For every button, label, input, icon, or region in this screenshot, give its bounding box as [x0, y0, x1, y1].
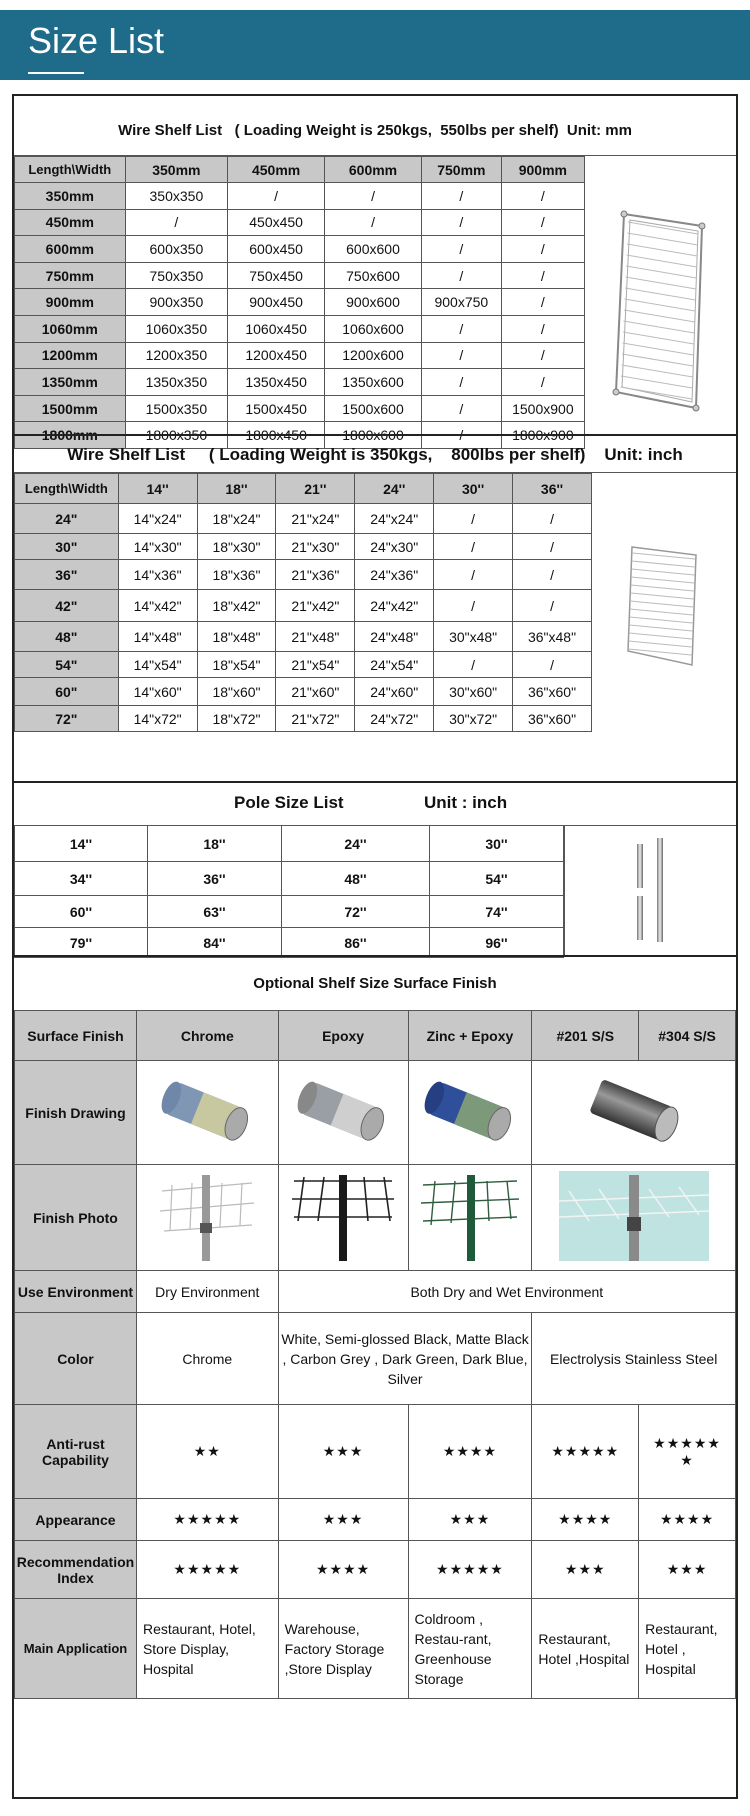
- pole-table: [14, 825, 564, 958]
- wire-mm-row-header: 1350mm: [15, 369, 126, 396]
- pole-row: [15, 896, 564, 928]
- wire-inch-cell: /: [434, 504, 513, 534]
- pole-cell: 54'': [429, 862, 563, 896]
- finish-photo-label: Finish Photo: [15, 1165, 137, 1271]
- wire-mm-row: [15, 369, 585, 396]
- wire-mm-row-header: 1200mm: [15, 342, 126, 369]
- star-rating: ★★★★★★: [639, 1405, 736, 1499]
- wire-inch-row: [15, 706, 592, 732]
- wire-inch-cell: 21"x72": [276, 706, 355, 732]
- chrome-tube-drawing: [157, 1071, 257, 1151]
- wire-mm-row-header: 1060mm: [15, 315, 126, 342]
- wire-inch-row-header: 24": [15, 504, 119, 534]
- wire-inch-row: [15, 652, 592, 678]
- wire-mm-cell: /: [421, 236, 501, 263]
- wire-mm-cell: /: [325, 209, 422, 236]
- finish-appearance-label: Appearance: [15, 1499, 137, 1541]
- wire-inch-cell: 18"x24": [197, 504, 276, 534]
- wire-mm-cell: 1060x450: [228, 315, 325, 342]
- wire-inch-header-row: [15, 474, 592, 504]
- pole-cell: 84'': [147, 928, 281, 958]
- zinc-drawing: [408, 1061, 532, 1165]
- shelf-wire: [629, 641, 692, 647]
- wire-mm-cell: /: [501, 342, 584, 369]
- finish-header-row: [15, 1011, 736, 1061]
- wire-inch-cell: 24"x48": [355, 622, 434, 652]
- finish-header-cell: Zinc + Epoxy: [408, 1011, 532, 1061]
- wire-mm-cell: 900x750: [421, 289, 501, 316]
- wire-inch-cell: 21"x54": [276, 652, 355, 678]
- wire-mm-cell: 600x350: [125, 236, 228, 263]
- wire-inch-cell: /: [434, 560, 513, 590]
- star-rating: ★★★★: [532, 1499, 639, 1541]
- wire-inch-col-header: 21'': [276, 474, 355, 504]
- wire-inch-cell: 14"x54": [118, 652, 197, 678]
- shelf-wire: [632, 561, 695, 567]
- finish-header-cell: Chrome: [136, 1011, 278, 1061]
- wire-mm-cell: /: [421, 315, 501, 342]
- pole-cell: 63'': [147, 896, 281, 928]
- wire-mm-row: [15, 262, 585, 289]
- wire-inch-cell: 18"x54": [197, 652, 276, 678]
- pole-image: [564, 825, 736, 955]
- wire-inch-col-header: 14'': [118, 474, 197, 504]
- wire-mm-row-header: 900mm: [15, 289, 126, 316]
- pole-cell: 48'': [281, 862, 429, 896]
- wire-inch-cell: 24"x24": [355, 504, 434, 534]
- wire-inch-row: [15, 590, 592, 622]
- wire-shelf-image-small: [624, 541, 704, 671]
- wire-mm-row-header: 750mm: [15, 262, 126, 289]
- wire-mm-cell: /: [421, 395, 501, 422]
- wire-inch-cell: 14"x48": [118, 622, 197, 652]
- wire-mm-row-header: 600mm: [15, 236, 126, 263]
- shelf-wire: [631, 585, 694, 591]
- ss-color: Electrolysis Stainless Steel: [532, 1313, 736, 1405]
- wire-inch-cell: 24"x72": [355, 706, 434, 732]
- wire-inch-row: [15, 560, 592, 590]
- wire-inch-cell: 24"x42": [355, 590, 434, 622]
- pole-cell: 24'': [281, 826, 429, 862]
- pole-caption: Pole Size List: [234, 793, 344, 812]
- chrome-photo: [136, 1165, 278, 1271]
- wire-mm-row-header: 350mm: [15, 183, 126, 210]
- wire-inch-cell: 18"x72": [197, 706, 276, 732]
- wire-mm-cell: 900x350: [125, 289, 228, 316]
- finish-env-row: [15, 1271, 736, 1313]
- wire-inch-col-header: 18'': [197, 474, 276, 504]
- wire-mm-cell: /: [125, 209, 228, 236]
- wire-mm-cell: 1060x350: [125, 315, 228, 342]
- epoxy-tube-drawing: [293, 1071, 393, 1151]
- finish-recommend-label: Recommendation Index: [15, 1541, 137, 1599]
- wire-mm-cell: 750x600: [325, 262, 422, 289]
- divider: [14, 955, 736, 957]
- chrome-color: Chrome: [136, 1313, 278, 1405]
- wire-inch-cell: /: [513, 534, 592, 560]
- star-rating: ★★★★★: [532, 1405, 639, 1499]
- wire-inch-caption: Wire Shelf List ( Loading Weight is 350kgs, 800lbs per shelf) Unit: inch: [67, 445, 683, 464]
- wire-mm-row: [15, 342, 585, 369]
- finish-application-label: Main Application: [15, 1599, 137, 1699]
- pole-row: [15, 862, 564, 896]
- epoxy-drawing: [278, 1061, 408, 1165]
- wire-inch-cell: 36"x48": [513, 622, 592, 652]
- shelf-wire: [630, 601, 693, 607]
- wire-mm-cell: 1060x600: [325, 315, 422, 342]
- shelf-wire: [626, 277, 697, 289]
- star-rating: ★★★: [639, 1541, 736, 1599]
- wire-mm-cell: 450x450: [228, 209, 325, 236]
- pole-cell: 30'': [429, 826, 563, 862]
- wire-mm-row-header: 450mm: [15, 209, 126, 236]
- ss-photo: [532, 1165, 736, 1271]
- wire-inch-table: [14, 473, 592, 732]
- wire-inch-cell: 21"x30": [276, 534, 355, 560]
- wire-inch-cell: 21"x48": [276, 622, 355, 652]
- wire-inch-cell: 14"x60": [118, 678, 197, 706]
- wire-inch-cell: 18"x60": [197, 678, 276, 706]
- wire-inch-col-header: 30'': [434, 474, 513, 504]
- star-rating: ★★★: [532, 1541, 639, 1599]
- wire-inch-cell: 24"x60": [355, 678, 434, 706]
- shelf-wire: [624, 321, 695, 333]
- wire-inch-row: [15, 622, 592, 652]
- ss-drawing: [532, 1061, 736, 1165]
- wire-inch-row-header: 48": [15, 622, 119, 652]
- wire-inch-cell: /: [434, 652, 513, 678]
- wire-mm-col-header: 750mm: [421, 157, 501, 183]
- chrome-shelf-photo: [152, 1171, 262, 1261]
- chrome-env: Dry Environment: [136, 1271, 278, 1313]
- wire-inch-row-header: 42": [15, 590, 119, 622]
- wire-mm-cell: 1350x600: [325, 369, 422, 396]
- star-rating: ★★★★★: [408, 1541, 532, 1599]
- wire-inch-cell: 30"x60": [434, 678, 513, 706]
- finish-appearance-row: [15, 1499, 736, 1541]
- wire-mm-cell: 900x450: [228, 289, 325, 316]
- star-rating: ★★★★: [408, 1405, 532, 1499]
- epoxy-photo: [278, 1165, 408, 1271]
- others-env: Both Dry and Wet Environment: [278, 1271, 735, 1313]
- wire-inch-cell: 30"x48": [434, 622, 513, 652]
- wire-inch-cell: /: [513, 652, 592, 678]
- wire-inch-cell: 18"x48": [197, 622, 276, 652]
- wire-inch-cell: 21"x36": [276, 560, 355, 590]
- shelf-wire: [631, 577, 694, 583]
- shelf-wire: [629, 625, 692, 631]
- wire-mm-cell: /: [501, 289, 584, 316]
- wire-inch-row-header: 36": [15, 560, 119, 590]
- wire-inch-cell: 18"x30": [197, 534, 276, 560]
- wire-mm-cell: 1500x450: [228, 395, 325, 422]
- finish-drawing-row: [15, 1061, 736, 1165]
- wire-inch-cell: 21"x42": [276, 590, 355, 622]
- finish-env-label: Use Environment: [15, 1271, 137, 1313]
- wire-mm-cell: 1500x350: [125, 395, 228, 422]
- wire-mm-cell: /: [421, 369, 501, 396]
- wire-inch-cell: 24"x36": [355, 560, 434, 590]
- finish-antirust-label: Anti-rust Capability: [15, 1405, 137, 1499]
- wire-inch-cell: 14"x24": [118, 504, 197, 534]
- zinc-shelf-photo: [415, 1171, 525, 1261]
- wire-mm-cell: 1200x350: [125, 342, 228, 369]
- wire-mm-cell: 600x450: [228, 236, 325, 263]
- wire-shelf-drawing: [604, 206, 716, 416]
- shelf-wire: [630, 617, 693, 623]
- star-rating: ★★★: [278, 1405, 408, 1499]
- wire-mm-cell: 1200x450: [228, 342, 325, 369]
- pole-cell: 34'': [15, 862, 148, 896]
- wire-inch-cell: /: [513, 560, 592, 590]
- finish-application-row: [15, 1599, 736, 1699]
- shelf-wire: [626, 266, 696, 278]
- wire-inch-cell: 36"x60": [513, 706, 592, 732]
- wire-mm-row: [15, 236, 585, 263]
- pole-cell: 36'': [147, 862, 281, 896]
- wire-inch-cell: 24"x54": [355, 652, 434, 678]
- zinc-photo: [408, 1165, 532, 1271]
- wire-inch-col-header: 24'': [355, 474, 434, 504]
- pole-caption-row: [14, 783, 736, 823]
- shelf-wire: [627, 244, 697, 256]
- pole-cell: 18'': [147, 826, 281, 862]
- page-title: Size List: [28, 20, 165, 61]
- finish-header-cell: #201 S/S: [532, 1011, 639, 1061]
- wire-mm-cell: /: [501, 209, 584, 236]
- star-rating: ★★★★: [278, 1541, 408, 1599]
- wire-inch-cell: /: [513, 590, 592, 622]
- wire-mm-row: [15, 209, 585, 236]
- pole-cell: 60'': [15, 896, 148, 928]
- shelf-wire: [627, 255, 697, 267]
- shelf-wire: [631, 593, 694, 599]
- size-list-frame: [12, 94, 738, 1799]
- shelf-wire: [622, 354, 693, 366]
- wire-mm-cell: 750x450: [228, 262, 325, 289]
- wire-mm-cell: /: [501, 262, 584, 289]
- finish-color-row: [15, 1313, 736, 1405]
- epoxy-shelf-photo: [288, 1171, 398, 1261]
- wire-inch-cell: /: [513, 504, 592, 534]
- chrome-drawing: [136, 1061, 278, 1165]
- wire-mm-cell: 600x600: [325, 236, 422, 263]
- wire-mm-cell: /: [421, 183, 501, 210]
- pole-cell: 79'': [15, 928, 148, 958]
- wire-inch-cell: 14"x72": [118, 706, 197, 732]
- ss-shelf-photo: [559, 1171, 709, 1261]
- wire-mm-cell: /: [421, 262, 501, 289]
- wire-mm-row: [15, 183, 585, 210]
- shelf-wire: [623, 332, 694, 344]
- wire-inch-cell: 36"x60": [513, 678, 592, 706]
- title-underline: [28, 72, 84, 74]
- wire-mm-cell: /: [325, 183, 422, 210]
- wire-inch-cell: 18"x42": [197, 590, 276, 622]
- application-text: Restaurant, Hotel , Hospital: [639, 1599, 736, 1699]
- wire-mm-col-header: 900mm: [501, 157, 584, 183]
- wire-inch-row: [15, 504, 592, 534]
- star-rating: ★★: [136, 1405, 278, 1499]
- wire-mm-cell: 1350x350: [125, 369, 228, 396]
- wire-mm-cell: 1200x600: [325, 342, 422, 369]
- wire-inch-row-header: 72": [15, 706, 119, 732]
- pole-cell: 72'': [281, 896, 429, 928]
- pole-cell: 14'': [15, 826, 148, 862]
- wire-inch-row-header: 60": [15, 678, 119, 706]
- wire-inch-cell: 18"x36": [197, 560, 276, 590]
- zinc-tube-drawing: [420, 1071, 520, 1151]
- wire-mm-row: [15, 315, 585, 342]
- epoxy-zinc-color: White, Semi-glossed Black, Matte Black , Carbon Grey , Dark Green, Dark Blue, Silver: [278, 1313, 532, 1405]
- shelf-wire: [628, 649, 691, 655]
- wire-mm-row: [15, 395, 585, 422]
- wire-mm-cell: /: [501, 236, 584, 263]
- wire-inch-cell: 14"x42": [118, 590, 197, 622]
- wire-inch-row: [15, 534, 592, 560]
- pole-cell: 96'': [429, 928, 563, 958]
- application-text: Restaurant, Hotel ,Hospital: [532, 1599, 639, 1699]
- wire-shelf-drawing-small: [624, 541, 704, 671]
- finish-table: [14, 1010, 736, 1699]
- wire-inch-col-header: 36'': [513, 474, 592, 504]
- finish-drawing-label: Finish Drawing: [15, 1061, 137, 1165]
- wire-inch-cell: /: [434, 534, 513, 560]
- finish-antirust-row: [15, 1405, 736, 1499]
- shelf-wire: [624, 310, 695, 322]
- wire-mm-cell: /: [421, 342, 501, 369]
- wire-inch-cell: 21"x24": [276, 504, 355, 534]
- shelf-wire: [623, 343, 694, 355]
- shelf-wire: [621, 376, 692, 388]
- wire-mm-cell: 900x600: [325, 289, 422, 316]
- wire-mm-cell: /: [501, 315, 584, 342]
- shelf-wire: [628, 233, 698, 245]
- pole-drawing: [565, 826, 735, 954]
- wire-mm-cell: 1350x450: [228, 369, 325, 396]
- pole-row: [15, 928, 564, 958]
- shelf-wire: [629, 633, 692, 639]
- wire-mm-cell: /: [421, 209, 501, 236]
- shelf-wire: [630, 609, 693, 615]
- star-rating: ★★★★★: [136, 1499, 278, 1541]
- wire-inch-cell: 14"x30": [118, 534, 197, 560]
- pole-row: [15, 826, 564, 862]
- wire-mm-cell: 1500x600: [325, 395, 422, 422]
- shelf-wire: [625, 288, 696, 300]
- wire-mm-header-row: [15, 157, 585, 183]
- pole-cell: 74'': [429, 896, 563, 928]
- wire-mm-caption: Wire Shelf List ( Loading Weight is 250kgs, 550lbs per shelf) Unit: mm: [118, 122, 632, 139]
- wire-inch-cell: 24"x30": [355, 534, 434, 560]
- wire-inch-row: [15, 678, 592, 706]
- wire-mm-col-header: 450mm: [228, 157, 325, 183]
- shelf-wire: [622, 365, 693, 377]
- wire-mm-cell: 350x350: [125, 183, 228, 210]
- shelf-wire: [621, 387, 693, 399]
- wire-mm-col-header: 350mm: [125, 157, 228, 183]
- star-rating: ★★★: [408, 1499, 532, 1541]
- wire-mm-col-header: 600mm: [325, 157, 422, 183]
- finish-header-cell: Surface Finish: [15, 1011, 137, 1061]
- wire-mm-cell: /: [501, 183, 584, 210]
- wire-mm-cell: /: [228, 183, 325, 210]
- wire-inch-row-header: 30": [15, 534, 119, 560]
- wire-mm-table: [14, 156, 585, 449]
- wire-mm-row-header: 1500mm: [15, 395, 126, 422]
- wire-mm-cell: 750x350: [125, 262, 228, 289]
- finish-header-cell: Epoxy: [278, 1011, 408, 1061]
- star-rating: ★★★★★: [136, 1541, 278, 1599]
- wire-inch-cell: 30"x72": [434, 706, 513, 732]
- wire-mm-cell: 1500x900: [501, 395, 584, 422]
- wire-shelf-image-large: [604, 206, 716, 416]
- star-rating: ★★★★: [639, 1499, 736, 1541]
- wire-mm-row: [15, 289, 585, 316]
- ss-tube-drawing: [579, 1071, 689, 1151]
- divider: [14, 434, 736, 436]
- application-text: Restaurant, Hotel, Store Display, Hospital: [136, 1599, 278, 1699]
- finish-header-cell: #304 S/S: [639, 1011, 736, 1061]
- wire-inch-cell: /: [434, 590, 513, 622]
- shelf-wire: [625, 299, 696, 311]
- wire-inch-row-header: 54": [15, 652, 119, 678]
- pole-cell: 86'': [281, 928, 429, 958]
- star-rating: ★★★: [278, 1499, 408, 1541]
- page-header-banner: [0, 10, 750, 80]
- wire-inch-cell: 14"x36": [118, 560, 197, 590]
- wire-mm-cell: /: [501, 369, 584, 396]
- shelf-wire: [631, 569, 694, 575]
- application-text: Coldroom , Restau-rant, Greenhouse Storage: [408, 1599, 532, 1699]
- finish-photo-row: [15, 1165, 736, 1271]
- finish-caption: Optional Shelf Size Surface Finish: [253, 975, 497, 992]
- wire-inch-corner-cell: Length\Width: [15, 474, 119, 504]
- wire-inch-cell: 21"x60": [276, 678, 355, 706]
- wire-mm-corner-cell: Length\Width: [15, 157, 126, 183]
- pole-unit: Unit : inch: [424, 793, 508, 812]
- finish-recommend-row: [15, 1541, 736, 1599]
- finish-color-label: Color: [15, 1313, 137, 1405]
- application-text: Warehouse, Factory Storage ,Store Display: [278, 1599, 408, 1699]
